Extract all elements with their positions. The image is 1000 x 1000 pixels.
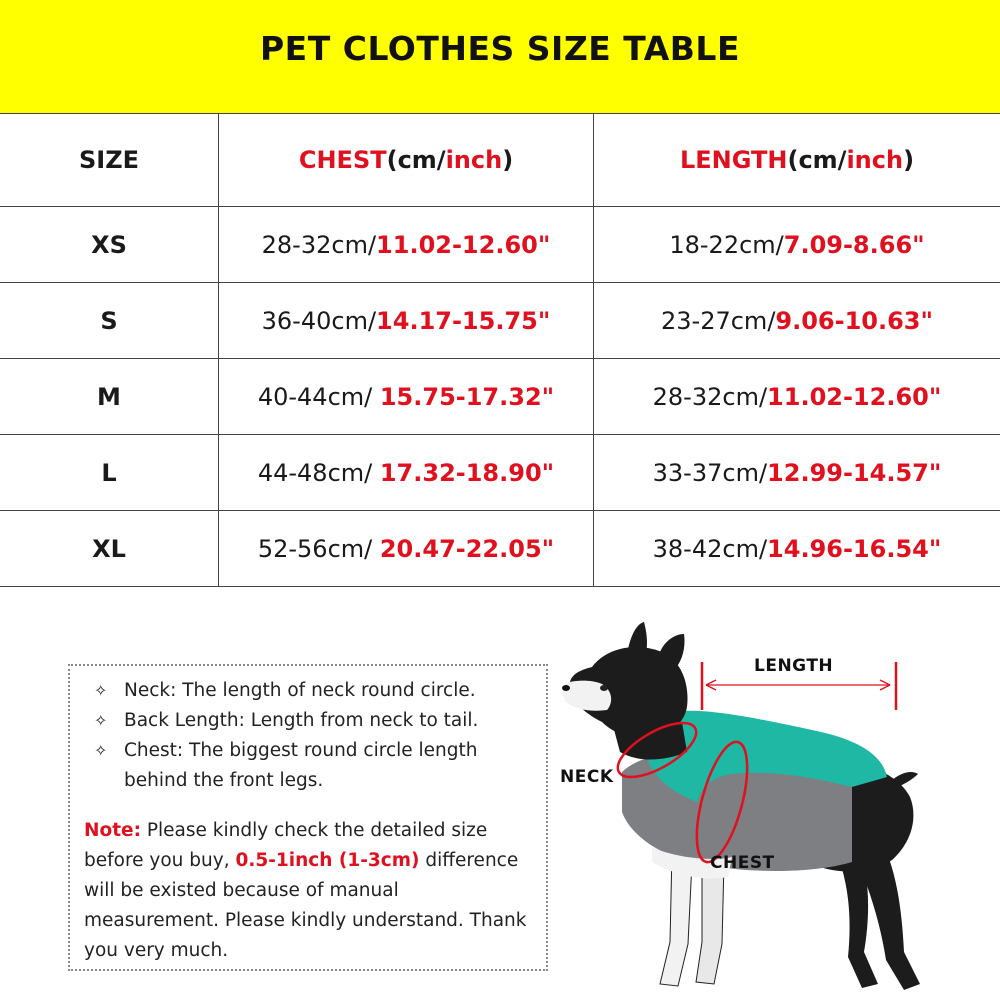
size-cell: M: [0, 359, 219, 435]
table-row: [0, 511, 1000, 587]
table-row: [0, 359, 1000, 435]
page-title: PET CLOTHES SIZE TABLE: [260, 29, 740, 68]
length-cell: [594, 359, 1000, 435]
size-cell: L: [0, 435, 219, 511]
note-neck: Neck: The length of neck round circle.: [124, 680, 476, 701]
length-cm: 38-42cm/: [652, 534, 768, 563]
table-row: [0, 283, 1000, 359]
chest-inch: 11.02-12.60": [376, 230, 551, 259]
chest-cm: 44-48cm/: [257, 458, 380, 487]
list-item: [84, 706, 532, 736]
header-length-name: LENGTH: [679, 146, 788, 174]
length-inch: 11.02-12.60": [767, 382, 942, 411]
dog-eye: [600, 685, 608, 691]
note-text-2: difference will be existed because of manual measurement. Please kindly understand. Thank you very much.: [84, 850, 527, 961]
length-cm: 33-37cm/: [652, 458, 768, 487]
header-chest-name: CHEST: [298, 146, 387, 174]
header-size: SIZE: [0, 114, 219, 207]
chest-cm: 36-40cm/: [261, 306, 377, 335]
chest-inch: 20.47-22.05": [379, 534, 555, 563]
note-paragraph: [84, 816, 532, 966]
notes-list: [84, 676, 532, 796]
chest-inch: 14.17-15.75": [376, 306, 551, 335]
chest-cell: [219, 359, 594, 435]
sparkle-bullet-icon: ✧: [94, 681, 108, 700]
table-header-row: [0, 114, 1000, 207]
sparkle-bullet-icon: ✧: [94, 741, 108, 760]
size-cell: XL: [0, 511, 219, 587]
list-item: [84, 676, 532, 706]
note-chest: Chest: The biggest round circle length behind the front legs.: [124, 740, 478, 791]
measurement-notes: [68, 664, 548, 971]
length-cm: 18-22cm/: [669, 230, 784, 259]
length-cell: [594, 207, 1000, 283]
length-cm: 28-32cm/: [652, 382, 768, 411]
note-back-length: Back Length: Length from neck to tail.: [124, 710, 479, 731]
chest-inch: 15.75-17.32": [379, 382, 555, 411]
chest-cm: 52-56cm/: [257, 534, 380, 563]
length-inch: 14.96-16.54": [767, 534, 942, 563]
header-chest-unit-close: ): [502, 146, 514, 174]
sparkle-bullet-icon: ✧: [94, 711, 108, 730]
list-item: [84, 736, 532, 796]
header-length: [594, 114, 1000, 207]
dog-ear: [627, 622, 647, 660]
chest-cell: [219, 511, 594, 587]
note-label: Note:: [84, 820, 141, 841]
dog-measurement-illustration: [552, 612, 1000, 1000]
chest-cm: 28-32cm/: [261, 230, 377, 259]
dog-tail: [892, 772, 918, 788]
table-row: [0, 207, 1000, 283]
header-length-unit-open: (cm/: [787, 146, 847, 174]
chest-cell: [219, 207, 594, 283]
chest-cm: 40-44cm/: [257, 382, 380, 411]
chest-label: CHEST: [710, 853, 775, 873]
title-banner: [0, 0, 1000, 113]
size-cell: S: [0, 283, 219, 359]
note-text-1: Please kindly check the detailed size before you buy,: [84, 820, 488, 871]
chest-cell: [219, 435, 594, 511]
length-inch: 12.99-14.57": [767, 458, 942, 487]
dog-nose: [562, 685, 570, 691]
size-cell: XS: [0, 207, 219, 283]
chest-inch: 17.32-18.90": [379, 458, 555, 487]
length-cell: [594, 511, 1000, 587]
length-cell: [594, 435, 1000, 511]
table-row: [0, 435, 1000, 511]
neck-label: NECK: [560, 767, 614, 787]
header-chest-unit-open: (cm/: [386, 146, 446, 174]
chest-cell: [219, 283, 594, 359]
header-length-inch: inch: [846, 146, 904, 174]
header-chest: [219, 114, 594, 207]
note-highlight: 0.5-1inch (1-3cm): [235, 850, 420, 871]
length-inch: 9.06-10.63": [775, 306, 933, 335]
length-label: LENGTH: [754, 656, 834, 676]
length-cell: [594, 283, 1000, 359]
header-chest-inch: inch: [445, 146, 503, 174]
length-cm: 23-27cm/: [661, 306, 776, 335]
size-table: [0, 113, 1000, 587]
length-inch: 7.09-8.66": [783, 230, 925, 259]
header-length-unit-close: ): [903, 146, 915, 174]
